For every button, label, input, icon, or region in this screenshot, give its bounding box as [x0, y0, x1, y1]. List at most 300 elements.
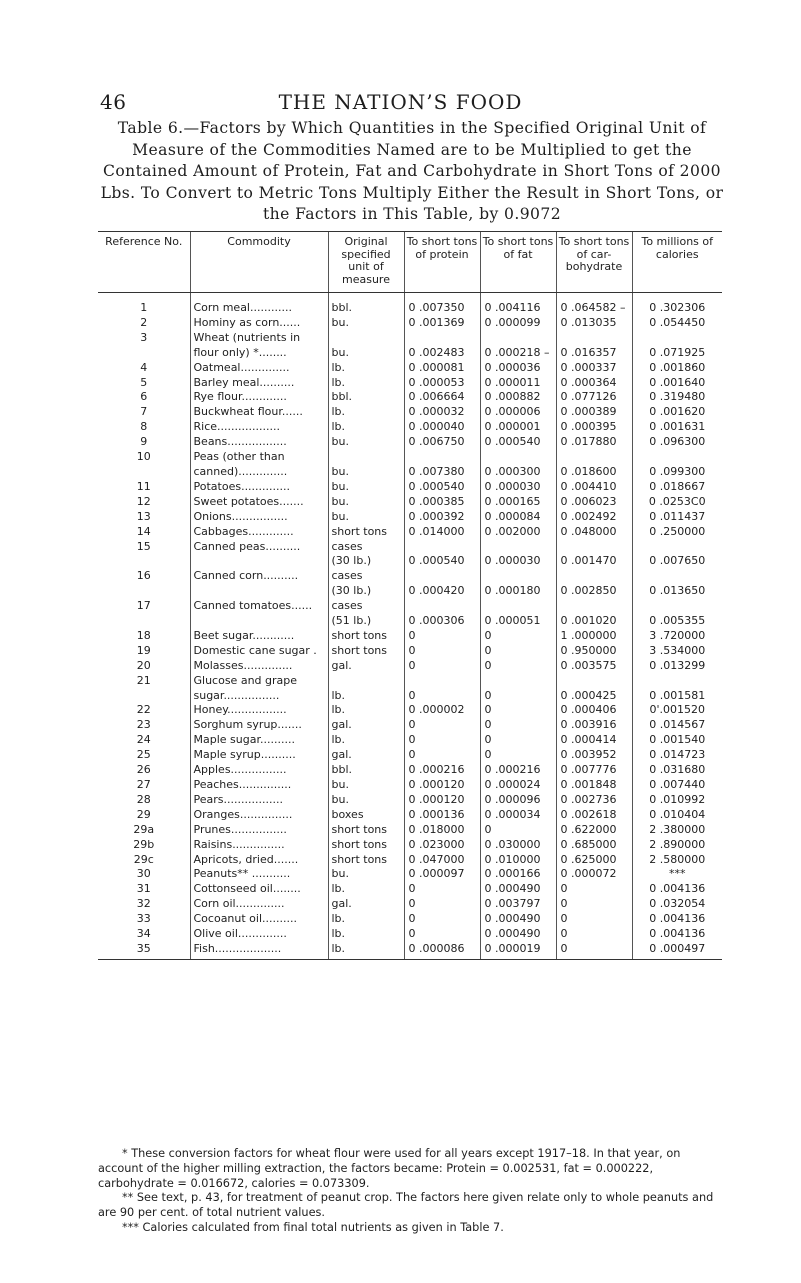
cell-reference: 25: [136, 748, 151, 762]
cell-reference: 26: [136, 763, 151, 777]
cell-carbohydrate: 0 .002492: [556, 510, 632, 525]
table-row: [98, 718, 722, 733]
cell-commodity: Corn oil..............: [190, 897, 328, 912]
cell-calories: 0 .071925: [632, 346, 722, 361]
table-row: [98, 450, 722, 465]
cell-calories: 0 .018667: [632, 480, 722, 495]
table-row: [98, 793, 722, 808]
cell-protein: 0 .023000: [404, 838, 480, 853]
cell-carbohydrate: 0 .048000: [556, 525, 632, 540]
cell-unit: bbl.: [328, 390, 404, 405]
running-title: THE NATION’S FOOD: [278, 90, 523, 114]
table-row: [98, 823, 722, 838]
cell-carbohydrate: [556, 569, 632, 584]
cell-unit: bbl.: [328, 293, 404, 316]
cell-reference: [98, 346, 190, 361]
cell-calories: 0 .010404: [632, 808, 722, 823]
cell-reference: 14: [136, 524, 151, 538]
cell-unit: lb.: [328, 689, 404, 704]
cell-commodity: Onions................: [190, 510, 328, 525]
cell-calories: [632, 540, 722, 555]
cell-fat: 0 .000300: [480, 465, 556, 480]
cell-commodity: Peanuts** ...........: [190, 867, 328, 882]
cell-commodity: Wheat (nutrients in: [190, 331, 328, 346]
cell-unit: cases: [328, 569, 404, 584]
cell-protein: [404, 331, 480, 346]
table-row: [98, 674, 722, 689]
cell-carbohydrate: 0: [556, 942, 632, 959]
cell-unit: short tons: [328, 823, 404, 838]
cell-unit: short tons: [328, 644, 404, 659]
cell-protein: 0 .000385: [404, 495, 480, 510]
cell-carbohydrate: 0 .077126: [556, 390, 632, 405]
cell-commodity: Rye flour.............: [190, 390, 328, 405]
cell-commodity: Potatoes..............: [190, 480, 328, 495]
cell-fat: 0 .000030: [480, 554, 556, 569]
table-caption: Table 6.—Factors by Which Quantities in the Specified Original Unit of Measure of the Commodities Named are to be Multiplied to get the Contained Amount of Protein, Fat and Carbohydrate in Short Tons of 2000 Lbs. To Convert to Metric Tons Multiply Either the Result in Short Tons, or the Factors in This Table, by 0.9072: [100, 119, 724, 223]
cell-reference: 22: [136, 703, 151, 717]
conversion-table-wrapper: [98, 231, 722, 960]
table-row: [98, 853, 722, 868]
table-row: [98, 882, 722, 897]
cell-calories: [632, 674, 722, 689]
cell-reference: 33: [136, 912, 151, 926]
table-row: [98, 390, 722, 405]
cell-unit: gal.: [328, 718, 404, 733]
cell-commodity: Oatmeal..............: [190, 361, 328, 376]
cell-commodity: [190, 614, 328, 629]
cell-fat: [480, 569, 556, 584]
cell-calories: 0 .014567: [632, 718, 722, 733]
cell-fat: 0 .000216: [480, 763, 556, 778]
cell-carbohydrate: 0 .000389: [556, 405, 632, 420]
col-header-protein: To short tons of protein: [404, 232, 480, 293]
cell-calories: [632, 599, 722, 614]
cell-unit: [328, 674, 404, 689]
cell-fat: 0 .010000: [480, 853, 556, 868]
cell-protein: 0 .000002: [404, 703, 480, 718]
cell-protein: 0: [404, 659, 480, 674]
cell-fat: 0 .002000: [480, 525, 556, 540]
cell-unit: bu.: [328, 495, 404, 510]
table-row: [98, 942, 722, 959]
cell-reference: 4: [140, 360, 148, 374]
cell-commodity: Cocoanut oil..........: [190, 912, 328, 927]
cell-protein: 0: [404, 718, 480, 733]
cell-protein: 0 .000040: [404, 420, 480, 435]
cell-calories: 0 .010992: [632, 793, 722, 808]
table-row: [98, 689, 722, 704]
table-row: [98, 316, 722, 331]
cell-carbohydrate: 0 .064582 –: [556, 293, 632, 316]
cell-reference: 12: [136, 494, 151, 508]
cell-fat: 0: [480, 823, 556, 838]
cell-carbohydrate: 0 .007776: [556, 763, 632, 778]
table-row: [98, 629, 722, 644]
cell-commodity: Buckwheat flour......: [190, 405, 328, 420]
table-row: [98, 733, 722, 748]
cell-commodity: Olive oil..............: [190, 927, 328, 942]
cell-fat: 0 .004116: [480, 293, 556, 316]
cell-reference: 29a: [133, 822, 155, 836]
cell-protein: 0: [404, 629, 480, 644]
table-row: [98, 808, 722, 823]
cell-reference: 9: [140, 435, 148, 449]
cell-commodity: Raisins...............: [190, 838, 328, 853]
cell-reference: 20: [136, 658, 151, 672]
cell-reference: 32: [136, 897, 151, 911]
cell-calories: 0 .001640: [632, 376, 722, 391]
cell-protein: 0 .000136: [404, 808, 480, 823]
cell-reference: 19: [136, 643, 151, 657]
cell-commodity: Apricots, dried.......: [190, 853, 328, 868]
table-row: [98, 435, 722, 450]
footnote-peanuts: ** See text, p. 43, for treatment of peanut crop. The factors here given relate only to whole peanuts and are 90 per cent. of total nutrient values.: [98, 1191, 714, 1220]
table-row: [98, 293, 722, 316]
cell-reference: 10: [136, 450, 151, 464]
table-row: [98, 480, 722, 495]
cell-carbohydrate: 0 .950000: [556, 644, 632, 659]
cell-fat: 0 .000051: [480, 614, 556, 629]
footnote-calories: *** Calories calculated from final total nutrients as given in Table 7.: [122, 1220, 504, 1234]
cell-calories: 0 .001620: [632, 405, 722, 420]
cell-unit: short tons: [328, 838, 404, 853]
table-row: [98, 867, 722, 882]
cell-protein: [404, 450, 480, 465]
cell-commodity: Apples................: [190, 763, 328, 778]
cell-fat: 0: [480, 689, 556, 704]
cell-carbohydrate: 0 .000414: [556, 733, 632, 748]
cell-reference: 2: [140, 315, 148, 329]
cell-commodity: Sorghum syrup.......: [190, 718, 328, 733]
cell-calories: 0 .005355: [632, 614, 722, 629]
cell-fat: 0 .000011: [480, 376, 556, 391]
cell-protein: 0 .000540: [404, 554, 480, 569]
cell-protein: 0 .000306: [404, 614, 480, 629]
cell-reference: 15: [136, 539, 151, 553]
cell-carbohydrate: 0 .622000: [556, 823, 632, 838]
cell-unit: gal.: [328, 748, 404, 763]
cell-carbohydrate: 0 .003916: [556, 718, 632, 733]
cell-fat: 0 .000024: [480, 778, 556, 793]
cell-reference: 3: [140, 330, 148, 344]
cell-commodity: Molasses..............: [190, 659, 328, 674]
cell-carbohydrate: 0: [556, 882, 632, 897]
cell-reference: 35: [98, 942, 190, 959]
cell-unit: lb.: [328, 376, 404, 391]
table-row: [98, 778, 722, 793]
cell-fat: 0 .000084: [480, 510, 556, 525]
cell-fat: 0 .000490: [480, 882, 556, 897]
table-row: [98, 495, 722, 510]
cell-commodity: Pears.................: [190, 793, 328, 808]
cell-protein: 0: [404, 644, 480, 659]
cell-protein: 0 .047000: [404, 853, 480, 868]
cell-calories: 0 .013299: [632, 659, 722, 674]
cell-fat: 0 .003797: [480, 897, 556, 912]
table-row: [98, 584, 722, 599]
cell-carbohydrate: 0 .000072: [556, 867, 632, 882]
cell-commodity: Rice..................: [190, 420, 328, 435]
cell-reference: 5: [140, 375, 148, 389]
cell-commodity: Maple syrup..........: [190, 748, 328, 763]
col-header-commodity: Commodity: [190, 232, 328, 293]
cell-commodity: Beet sugar............: [190, 629, 328, 644]
table-row: [98, 748, 722, 763]
cell-fat: [480, 450, 556, 465]
cell-fat: 0 .000490: [480, 927, 556, 942]
cell-protein: 0 .000120: [404, 778, 480, 793]
cell-commodity: Beans.................: [190, 435, 328, 450]
cell-fat: 0: [480, 733, 556, 748]
col-header-unit: Original specified unit of measure: [328, 232, 404, 293]
cell-fat: 0 .000218 –: [480, 346, 556, 361]
table-header-row: [98, 232, 722, 293]
cell-calories: 0'.001520: [632, 703, 722, 718]
cell-fat: 0: [480, 659, 556, 674]
cell-protein: 0: [404, 927, 480, 942]
table-row: [98, 897, 722, 912]
cell-protein: [404, 569, 480, 584]
cell-protein: 0 .000032: [404, 405, 480, 420]
table-row: [98, 554, 722, 569]
cell-carbohydrate: 0 .002618: [556, 808, 632, 823]
cell-calories: 0 .096300: [632, 435, 722, 450]
cell-calories: 0 .014723: [632, 748, 722, 763]
cell-unit: lb.: [328, 927, 404, 942]
cell-commodity: Fish...................: [190, 942, 328, 959]
col-header-carbohydrate: To short tons of car-bohydrate: [556, 232, 632, 293]
cell-commodity: Prunes................: [190, 823, 328, 838]
col-header-fat: To short tons of fat: [480, 232, 556, 293]
cell-unit: lb.: [328, 420, 404, 435]
cell-protein: 0 .000086: [404, 942, 480, 959]
cell-protein: 0 .006750: [404, 435, 480, 450]
cell-fat: 0 .030000: [480, 838, 556, 853]
cell-commodity: Domestic cane sugar .: [190, 644, 328, 659]
cell-unit: (30 lb.): [328, 554, 404, 569]
cell-fat: [480, 331, 556, 346]
cell-commodity: Canned peas..........: [190, 540, 328, 555]
cell-carbohydrate: [556, 331, 632, 346]
table-row: [98, 838, 722, 853]
cell-calories: 0 .031680: [632, 763, 722, 778]
cell-carbohydrate: 0 .625000: [556, 853, 632, 868]
cell-carbohydrate: 0: [556, 927, 632, 942]
table-body: [98, 293, 722, 960]
cell-calories: 0 .013650: [632, 584, 722, 599]
cell-commodity: sugar................: [190, 689, 328, 704]
cell-calories: 0 .001631: [632, 420, 722, 435]
cell-reference: 11: [136, 479, 151, 493]
cell-reference: 34: [136, 927, 151, 941]
cell-unit: short tons: [328, 525, 404, 540]
cell-fat: [480, 540, 556, 555]
conversion-factors-table: [98, 231, 722, 960]
cell-carbohydrate: [556, 450, 632, 465]
cell-reference: [98, 554, 190, 569]
cell-fat: 0 .000034: [480, 808, 556, 823]
cell-protein: 0 .000097: [404, 867, 480, 882]
cell-carbohydrate: 0 .000395: [556, 420, 632, 435]
cell-unit: lb.: [328, 361, 404, 376]
cell-calories: 0 .001540: [632, 733, 722, 748]
table-row: [98, 525, 722, 540]
cell-commodity: Peaches...............: [190, 778, 328, 793]
cell-unit: lb.: [328, 942, 404, 959]
cell-fat: [480, 674, 556, 689]
cell-reference: 27: [136, 778, 151, 791]
cell-unit: gal.: [328, 659, 404, 674]
cell-fat: 0 .000006: [480, 405, 556, 420]
cell-commodity: canned)..............: [190, 465, 328, 480]
cell-unit: gal.: [328, 897, 404, 912]
cell-reference: 13: [136, 509, 151, 523]
cell-protein: 0 .000053: [404, 376, 480, 391]
cell-reference: 29: [136, 807, 151, 821]
cell-reference: 18: [136, 628, 151, 642]
cell-calories: 0 .250000: [632, 525, 722, 540]
table-row: [98, 361, 722, 376]
cell-reference: 30: [136, 867, 151, 881]
cell-fat: 0 .000036: [480, 361, 556, 376]
cell-unit: lb.: [328, 733, 404, 748]
cell-unit: boxes: [328, 808, 404, 823]
cell-unit: lb.: [328, 703, 404, 718]
cell-reference: 29b: [133, 837, 155, 851]
cell-calories: 2 .380000: [632, 823, 722, 838]
cell-reference: 7: [140, 405, 148, 419]
table-row: [98, 912, 722, 927]
cell-calories: 0 .004136: [632, 927, 722, 942]
cell-fat: 0: [480, 748, 556, 763]
cell-carbohydrate: 0 .004410: [556, 480, 632, 495]
cell-fat: 0 .000096: [480, 793, 556, 808]
cell-commodity: Glucose and grape: [190, 674, 328, 689]
cell-protein: 0 .006664: [404, 390, 480, 405]
cell-reference: 17: [136, 599, 151, 613]
cell-carbohydrate: 0 .017880: [556, 435, 632, 450]
cell-carbohydrate: 0 .001848: [556, 778, 632, 793]
cell-calories: 0 .004136: [632, 912, 722, 927]
table-row: [98, 614, 722, 629]
cell-unit: short tons: [328, 853, 404, 868]
cell-commodity: Hominy as corn......: [190, 316, 328, 331]
cell-unit: lb.: [328, 912, 404, 927]
cell-unit: cases: [328, 599, 404, 614]
cell-unit: bu.: [328, 346, 404, 361]
cell-unit: bu.: [328, 510, 404, 525]
cell-calories: 2 .890000: [632, 838, 722, 853]
cell-unit: bu.: [328, 465, 404, 480]
cell-carbohydrate: 0 .000337: [556, 361, 632, 376]
cell-unit: bbl.: [328, 763, 404, 778]
cell-unit: [328, 331, 404, 346]
cell-protein: 0: [404, 882, 480, 897]
cell-unit: bu.: [328, 480, 404, 495]
table-row: [98, 376, 722, 391]
cell-carbohydrate: 0 .016357: [556, 346, 632, 361]
table-row: [98, 599, 722, 614]
cell-protein: [404, 540, 480, 555]
cell-reference: 23: [136, 718, 151, 732]
cell-carbohydrate: 0 .002850: [556, 584, 632, 599]
cell-calories: 0 .011437: [632, 510, 722, 525]
cell-fat: [480, 599, 556, 614]
cell-reference: [98, 465, 190, 480]
cell-reference: [98, 614, 190, 629]
cell-commodity: Oranges...............: [190, 808, 328, 823]
cell-fat: 0 .000019: [480, 942, 556, 959]
cell-calories: 0 .001581: [632, 689, 722, 704]
cell-reference: 1: [140, 301, 148, 314]
cell-unit: bu.: [328, 867, 404, 882]
cell-fat: 0 .000165: [480, 495, 556, 510]
cell-protein: 0 .007380: [404, 465, 480, 480]
cell-commodity: [190, 554, 328, 569]
cell-protein: 0 .018000: [404, 823, 480, 838]
cell-protein: 0 .014000: [404, 525, 480, 540]
table-row: [98, 927, 722, 942]
cell-unit: cases: [328, 540, 404, 555]
cell-fat: 0: [480, 644, 556, 659]
cell-commodity: Cabbages.............: [190, 525, 328, 540]
cell-reference: [98, 584, 190, 599]
cell-carbohydrate: 0 .003575: [556, 659, 632, 674]
cell-fat: 0 .000180: [480, 584, 556, 599]
cell-calories: ***: [632, 867, 722, 882]
cell-protein: 0: [404, 733, 480, 748]
cell-protein: 0 .000216: [404, 763, 480, 778]
cell-fat: 0 .000540: [480, 435, 556, 450]
table-row: [98, 405, 722, 420]
cell-reference: 6: [140, 390, 148, 404]
cell-unit: lb.: [328, 882, 404, 897]
cell-fat: 0: [480, 703, 556, 718]
cell-protein: [404, 674, 480, 689]
cell-calories: 0 .099300: [632, 465, 722, 480]
cell-commodity: [190, 584, 328, 599]
cell-commodity: Canned corn..........: [190, 569, 328, 584]
cell-protein: 0: [404, 912, 480, 927]
cell-fat: 0: [480, 718, 556, 733]
col-header-reference: Reference No.: [98, 232, 190, 293]
cell-protein: 0 .000540: [404, 480, 480, 495]
cell-protein: 0 .007350: [404, 293, 480, 316]
cell-calories: [632, 569, 722, 584]
cell-unit: short tons: [328, 629, 404, 644]
cell-commodity: flour only) *........: [190, 346, 328, 361]
cell-carbohydrate: 0 .003952: [556, 748, 632, 763]
table-row: [98, 540, 722, 555]
cell-protein: 0 .000420: [404, 584, 480, 599]
cell-carbohydrate: [556, 540, 632, 555]
cell-unit: bu.: [328, 778, 404, 793]
cell-fat: 0: [480, 629, 556, 644]
table-row: [98, 510, 722, 525]
cell-carbohydrate: 1 .000000: [556, 629, 632, 644]
cell-protein: 0 .002483: [404, 346, 480, 361]
cell-commodity: Peas (other than: [190, 450, 328, 465]
cell-reference: 28: [136, 792, 151, 806]
cell-carbohydrate: 0 .018600: [556, 465, 632, 480]
table-row: [98, 420, 722, 435]
cell-calories: 3 .534000: [632, 644, 722, 659]
cell-unit: bu.: [328, 316, 404, 331]
cell-carbohydrate: 0 .685000: [556, 838, 632, 853]
cell-unit: lb.: [328, 405, 404, 420]
cell-reference: 31: [136, 882, 151, 896]
